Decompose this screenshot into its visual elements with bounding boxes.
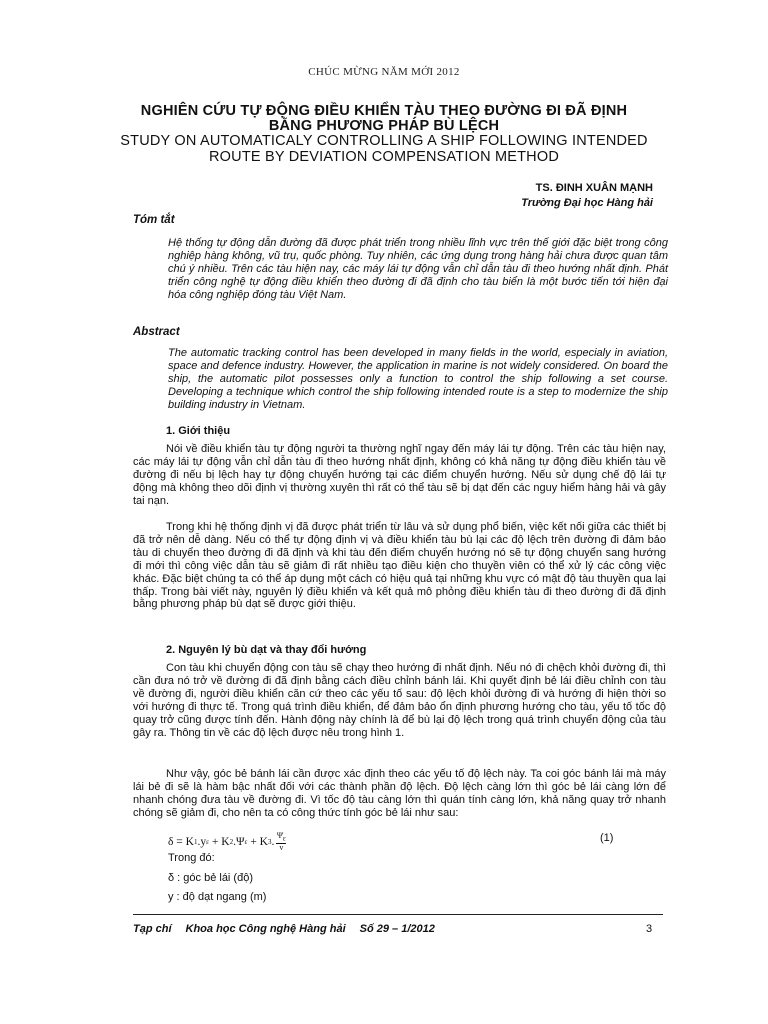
abstract-text: The automatic tracking control has been developed in many fields in the world, especialy in aviation, space and defence industry. However, the application in marine is not widely considered. On board the ship, the automatic pilot possesses only a function to control the ship following a set course. Developing a technique which control the ship following intended route is a step to modernize the ship building industry in Vietnam. (168, 347, 668, 412)
footer-issue: Số 29 – 1/2012 (359, 923, 435, 935)
section-2-heading: 2. Nguyên lý bù dạt và thay đổi hướng (166, 644, 367, 656)
equation-number: (1) (600, 832, 614, 844)
section-1-heading: 1. Giới thiệu (166, 425, 231, 437)
section-1-paragraph-2: Trong khi hệ thống định vị đã được phát triển từ lâu và sử dụng phổ biến, việc kết nối giữa các thiết bị đã trở nên dễ dàng. Nếu có thể tự động định vị và điều khiển tàu bù lại các độ lệch trên đường đi đảm bảo tàu di chuyển theo đường đi đã định và khi tàu đến điểm chuyển hướng nó sẽ tự động chuyển sang hướng đi mới thì công việc dẫn tàu sẽ giảm đi rất nhiều tạo điều kiện cho thuyền viên có thể xử lý các công việc khác. Đặc biệt chúng ta có thể áp dụng một cách có hiệu quả tại những khu vực có mật độ tàu thuyền qua lại thấp. Trong bài viết này, nguyên lý điều khiển và kết quả mô phỏng điều khiển tàu đi theo đường đi đã định bằng phương pháp bù dạt sẽ được giới thiệu. (133, 521, 666, 611)
running-header: CHÚC MỪNG NĂM MỚI 2012 (308, 66, 460, 78)
definition-y: y : độ dạt ngang (m) (168, 891, 267, 903)
section-1-paragraph-1: Nói về điều khiển tàu tự động người ta thường nghĩ ngay đến máy lái tự động. Trên các tàu hiện nay, các máy lái tự động vẫn chỉ dẫn tàu đi theo hướng nhất định, không có khả năng tự động điều khiển tàu về đường đi nếu bị lệch hay tự động chuyển hướng tại các điểm chuyển hướng. Nếu sử dụng chế độ lái tự động mà không theo dõi định vị thường xuyên thì rất có thể tàu sẽ bị dạt đến các nguy hiểm hàng hải và gây tai nạn. (133, 443, 666, 507)
formula-lhs: δ = K (168, 835, 194, 848)
rudder-angle-formula: δ = K 1 .y ε + K 2 .Ψ ε + K 3 . $\frac{\Psi̇_\varepsilon}{v}$ (168, 831, 286, 852)
abstract-heading: Abstract (133, 326, 180, 338)
page-number: 3 (646, 923, 653, 935)
footer-journal-prefix: Tạp chí (133, 923, 172, 935)
where-label: Trong đó: (168, 852, 215, 864)
title-vietnamese: NGHIÊN CỨU TỰ ĐỘNG ĐIỀU KHIỂN TÀU THEO ĐƯỜNG ĐI ĐÃ ĐỊNH BẰNG PHƯƠNG PHÁP BÙ LỆCH (140, 103, 628, 134)
title-english: STUDY ON AUTOMATICALY CONTROLLING A SHIP FOLLOWING INTENDED ROUTE BY DEVIATION COMPENSATION METHOD (120, 133, 648, 165)
definition-delta: δ : góc bẻ lái (độ) (168, 872, 253, 884)
section-2-paragraph-2: Như vậy, góc bẻ bánh lái cần được xác định theo các yếu tố độ lệch này. Ta coi góc bánh lái mà máy lái bẻ đi sẽ là hàm bậc nhất đối với các thành phần độ lệch. Độ lệch càng lớn thì góc bẻ lái càng lớn để nhanh chóng đưa tàu về đường đi. Vì tốc độ tàu càng lớn thì quán tính càng lớn, khả năng quay trở nhanh chóng sẽ giảm đi, cho nên ta có công thức tính góc bẻ lái như sau: (133, 768, 666, 819)
author-name: TS. ĐINH XUÂN MẠNH (535, 182, 653, 194)
footer-journal (133, 923, 449, 935)
section-2-paragraph-1: Con tàu khi chuyển động con tàu sẽ chạy theo hướng đi nhất định. Nếu nó đi chệch khỏi đường đi, thì cần đưa nó trở về đường đi đã định bằng cách điều chỉnh bánh lái. Khi quyết định bẻ lái điều chỉnh con tàu về đường đi, người điều khiển căn cứ theo các yếu tố sau: độ lệch khỏi đường đi và hướng đi hiện thời so với hướng đi thực tế. Trong quá trình điều khiển, để đảm bảo ổn định phương hướng cho tàu, yếu tố tốc độ quay trở cũng được tính đến. Hành động này chính là để bù lại độ lệch trong quá trình chuyển động của tàu gây ra. Thông tin về các độ lệch được nêu trong hình 1. (133, 662, 666, 739)
author-affiliation: Trường Đại học Hàng hải (521, 197, 653, 209)
tom-tat-heading: Tóm tắt (133, 214, 175, 226)
tom-tat-text: Hệ thống tự động dẫn đường đã được phát triển trong nhiều lĩnh vực trên thế giới đặc biệt trong công nghiệp hàng không, vũ trụ, quốc phòng. Tuy nhiên, các ứng dụng trong hàng hải chưa được quan tâm chú ý nhiều. Trên các tàu hiện nay, các máy lái tự động vẫn chỉ dẫn tàu đi theo hướng nhất định. Phát triển công nghệ tự động điều khiển theo đường đi đã định cho tàu biển là một bước tiến tới hiện đại hóa công nghiệp đóng tàu Việt Nam. (168, 237, 668, 302)
footer-divider (133, 914, 663, 915)
footer-journal-name: Khoa học Công nghệ Hàng hải (185, 923, 346, 935)
